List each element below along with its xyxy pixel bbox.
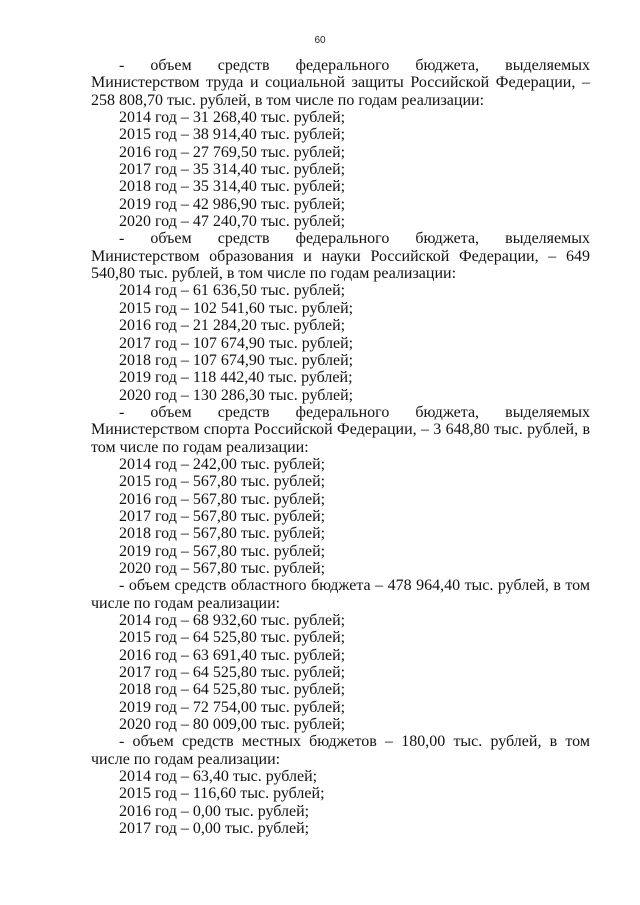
year-line: 2020 год – 80 009,00 тыс. рублей; — [119, 716, 346, 734]
year-line: 2016 год – 567,80 тыс. рублей; — [119, 490, 326, 508]
year-line: 2019 год – 72 754,00 тыс. рублей; — [119, 698, 346, 716]
funding-paragraph-ministry-of-sport: - объем средств федерального бюджета, выделяемых Министерством спорта Российской Федерации, – 3 648,80 тыс. рублей, в том числе по годам реализации: — [91, 403, 590, 456]
year-line: 2017 год – 107 674,90 тыс. рублей; — [119, 334, 354, 352]
year-line: 2016 год – 27 769,50 тыс. рублей; — [119, 143, 346, 161]
year-line: 2016 год – 0,00 тыс. рублей; — [119, 802, 310, 820]
year-line: 2017 год – 35 314,40 тыс. рублей; — [119, 161, 346, 179]
funding-paragraph-ministry-of-labor: - объем средств федерального бюджета, выделяемых Министерством труда и социальной защиты Российской Федерации, – 258 808,70 тыс. рублей, в том числе по годам реализации: — [91, 57, 590, 109]
year-line: 2019 год – 567,80 тыс. рублей; — [119, 542, 326, 560]
funding-paragraph-ministry-of-education: - объем средств федерального бюджета, выделяемых Министерством образования и науки Российской Федерации, – 649 540,80 тыс. рублей, в том числе по годам реализации: — [91, 230, 590, 283]
year-line: 2019 год – 42 986,90 тыс. рублей; — [119, 195, 346, 213]
year-line: 2014 год – 68 932,60 тыс. рублей; — [119, 612, 346, 629]
year-line: 2017 год – 567,80 тыс. рублей; — [119, 507, 326, 525]
year-line: 2018 год – 64 525,80 тыс. рублей; — [119, 681, 346, 699]
year-line: 2017 год – 0,00 тыс. рублей; — [119, 820, 310, 838]
year-line: 2014 год – 242,00 тыс. рублей; — [119, 455, 326, 473]
year-line: 2019 год – 118 442,40 тыс. рублей; — [119, 369, 353, 387]
funding-paragraph-regional-budget: - объем средств областного бюджета – 478 964,40 тыс. рублей, в том числе по годам реализации: — [91, 577, 590, 612]
year-line: 2018 год – 567,80 тыс. рублей; — [119, 525, 326, 543]
year-line: 2020 год – 567,80 тыс. рублей; — [119, 559, 326, 577]
year-line: 2016 год – 63 691,40 тыс. рублей; — [119, 646, 346, 664]
year-line: 2018 год – 35 314,40 тыс. рублей; — [119, 178, 346, 196]
year-list-local-budgets — [91, 768, 590, 837]
year-line: 2014 год – 31 268,40 тыс. рублей; — [119, 109, 346, 127]
year-line: 2015 год – 116,60 тыс. рублей; — [119, 785, 325, 803]
year-list-ministry-of-sport — [91, 456, 590, 577]
year-line: 2015 год – 64 525,80 тыс. рублей; — [119, 629, 346, 647]
year-line: 2020 год – 47 240,70 тыс. рублей; — [119, 213, 346, 231]
year-list-ministry-of-education — [91, 282, 590, 403]
year-line: 2020 год – 130 286,30 тыс. рублей; — [119, 386, 354, 404]
year-list-regional-budget — [91, 612, 590, 733]
year-line: 2018 год – 107 674,90 тыс. рублей; — [119, 351, 354, 369]
year-line: 2017 год – 64 525,80 тыс. рублей; — [119, 664, 346, 682]
year-line: 2014 год – 63,40 тыс. рублей; — [119, 768, 318, 786]
document-body — [91, 57, 590, 837]
year-list-ministry-of-labor — [91, 109, 590, 230]
year-line: 2014 год – 61 636,50 тыс. рублей; — [119, 282, 346, 300]
year-line: 2015 год – 102 541,60 тыс. рублей; — [119, 299, 354, 317]
page-number: 60 — [314, 35, 326, 46]
year-line: 2015 год – 567,80 тыс. рублей; — [119, 473, 326, 491]
year-line: 2016 год – 21 284,20 тыс. рублей; — [119, 317, 346, 335]
funding-paragraph-local-budgets: - объем средств местных бюджетов – 180,00 тыс. рублей, в том числе по годам реализации: — [91, 733, 590, 768]
year-line: 2015 год – 38 914,40 тыс. рублей; — [119, 126, 346, 144]
